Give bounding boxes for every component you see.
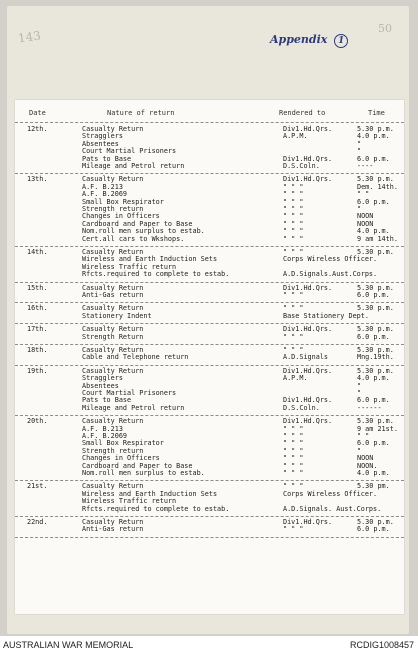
return-name: Wireless Traffic return [82,497,177,506]
date-block [15,246,404,283]
return-time: 4.0 p.m. [357,374,390,383]
rendered-to: " " " [283,468,304,477]
date-block [15,516,404,538]
block-date: 16th. [27,304,48,313]
header-rendered: Rendered to [279,109,326,117]
header-nature: Nature of return [107,109,175,117]
rendered-to: Div1.Hd.Qrs. [283,417,333,426]
return-time: 5.30 p.m. [357,283,394,292]
return-name: Strength Return [82,332,144,341]
rendered-to: " " " [283,190,304,199]
return-name: A.F. B.213 [82,182,123,191]
return-name: Casualty Return [82,325,144,334]
return-name: Court Martial Prisoners [82,388,177,397]
rendered-to: " " " [283,446,304,455]
return-name: Mileage and Petrol return [82,403,185,412]
block-date: 15th. [27,283,48,292]
date-block [15,282,404,304]
block-date: 13th. [27,175,48,184]
return-name: Casualty Return [82,518,144,526]
return-time: 9 am 21st. [357,424,398,433]
rendered-to: " " " [283,227,304,236]
return-time: 4.0 p.m. [357,132,390,141]
block-date: 21st. [27,482,48,491]
return-name: A.F. B.213 [82,424,123,433]
date-block [15,123,404,174]
return-name: A.F. B.2069 [82,431,128,440]
return-time: " [357,381,362,390]
return-name: Cardboard and Paper to Base [82,461,193,470]
return-name: Pats to Base [82,396,132,405]
return-time: 6.0 p.m. [357,396,390,405]
return-name: Court Martial Prisoners [82,147,177,156]
return-time: 6.0 p.m. [357,197,390,206]
return-time: 9 am 14th. [357,234,398,243]
return-name: Wireless Traffic return [82,262,177,271]
rendered-to: " " " [283,304,304,313]
rendered-to: " " " [283,248,304,256]
block-date: 20th. [27,417,48,426]
block-date: 14th. [27,248,48,256]
footer-bar [0,636,418,654]
return-name: Casualty Return [82,248,144,256]
rendered-to: " " " [283,424,304,433]
date-block [15,415,404,481]
return-name: Stationery Indent [82,311,152,320]
return-time: 5.30 pm. [357,482,390,491]
rendered-to: Corps Wireless Officer. [283,255,378,264]
return-name: A.F. B.2069 [82,190,128,199]
return-name: Stragglers [82,374,123,383]
rendered-to: " " " [283,204,304,213]
return-name: Casualty Return [82,283,144,292]
return-name: Wireless and Earth Induction Sets [82,489,218,498]
return-time: NOON. [357,461,378,470]
return-name: Small Box Respirator [82,197,164,206]
date-block [15,344,404,366]
footer-reference: RCDIG1008457 [349,640,414,650]
return-name: Casualty Return [82,175,144,184]
return-time: NOON [357,212,374,221]
rendered-to: " " " [283,439,304,448]
return-name: Nom.roll men surplus to estab. [82,468,205,477]
return-time: 5.30 p.m. [357,304,394,313]
date-block [15,480,404,517]
return-name: Casualty Return [82,304,144,313]
rendered-to: Div1.Hd.Qrs. [283,154,333,163]
appendix-annotation [270,33,348,48]
return-time: ---- [357,162,374,170]
date-block [15,302,404,324]
return-name: Nom.roll men surplus to estab. [82,227,205,236]
return-name: Casualty Return [82,482,144,491]
return-time: 5.30 p.m. [357,125,394,133]
return-name: Stragglers [82,132,123,141]
return-name: Small Box Respirator [82,439,164,448]
return-name: Anti-Gas return [82,525,144,534]
return-name: Mileage and Petrol return [82,162,185,170]
return-name: Casualty Return [82,366,144,375]
return-time: 5.30 p.m. [357,325,394,334]
footer-source: AUSTRALIAN WAR MEMORIAL [3,640,134,650]
return-name: Casualty Return [82,125,144,133]
return-name: Casualty Return [82,417,144,426]
header-time: Time [368,109,385,117]
rendered-to: D.S.Coln. [283,162,320,170]
return-name: Absentees [82,139,119,148]
typed-returns-sheet [15,100,404,614]
block-date: 19th. [27,366,48,375]
rendered-to: " " " [283,431,304,440]
return-time: " [357,446,362,455]
rendered-to: Corps Wireless Officer. [283,489,378,498]
header-date: Date [29,109,46,117]
appendix-number: 1 [334,34,348,48]
return-name: Cardboard and Paper to Base [82,219,193,228]
rendered-to: A.D.Signals [283,353,329,362]
return-time: 6.0 p.m. [357,439,390,448]
return-time: 5.30 p.m. [357,248,394,256]
return-time: 6.0 p.m. [357,525,390,534]
block-date: 12th. [27,125,48,133]
rendered-to: " " " [283,182,304,191]
rendered-to: " " " [283,461,304,470]
return-name: Absentees [82,381,119,390]
return-time: 4.0 p.m. [357,227,390,236]
rendered-to: A.D.Signals. Aust.Corps. [283,504,382,513]
return-time: NOON [357,219,374,228]
return-time: 5.30 p.m. [357,346,394,354]
rendered-to: " " " [283,454,304,463]
date-block [15,323,404,345]
return-time: " " [357,190,370,199]
return-time: 5.30 p.m. [357,518,394,526]
rendered-to: Div1.Hd.Qrs. [283,125,333,133]
return-name: Rfcts.required to complete to estab. [82,270,230,279]
rendered-to: " " " [283,525,304,534]
handwritten-page-number: 143 [17,28,42,46]
return-name: Cable and Telephone return [82,353,189,362]
return-name: Casualty Return [82,346,144,354]
rendered-to: " " " [283,219,304,228]
block-date: 17th. [27,325,48,334]
return-time: " [357,388,362,397]
rendered-to: A.D.Signals.Aust.Corps. [283,270,378,279]
rendered-to: " " " [283,290,304,299]
return-name: Rfcts.required to complete to estab. [82,504,230,513]
return-time: NOON [357,454,374,463]
return-name: Strength return [82,204,144,213]
return-time: " [357,204,362,213]
rendered-to: Div1.Hd.Qrs. [283,175,333,184]
table-header [15,100,404,123]
return-time: 6.0 p.m. [357,332,390,341]
rendered-to: A.P.M. [283,132,308,141]
appendix-label: Appendix [270,33,328,46]
corner-number: 50 [378,22,392,35]
rendered-to: A.P.M. [283,374,308,383]
return-time: Mng.19th. [357,353,394,362]
rendered-to: " " " [283,346,304,354]
return-time: " [357,139,362,148]
return-name: Pats to Base [82,154,132,163]
return-name: Changes in Officers [82,212,160,221]
return-time: " [357,147,362,156]
return-time: ------ [357,403,382,412]
return-time: 5.30 p.m. [357,417,394,426]
return-time: " " [357,431,370,440]
rendered-to: D.S.Coln. [283,403,320,412]
return-time: 5.30 p.m. [357,175,394,184]
return-name: Wireless and Earth Induction Sets [82,255,218,264]
date-block [15,365,404,416]
return-name: Strength return [82,446,144,455]
rendered-to: Div1.Hd.Qrs. [283,396,333,405]
return-name: Cert.all cars to Wkshops. [82,234,185,243]
rendered-to: " " " [283,234,304,243]
rendered-to: " " " [283,197,304,206]
rendered-to: Div1.Hd.Qrs. [283,325,333,334]
return-time: 5.30 p.m. [357,366,394,375]
rendered-to: " " " [283,332,304,341]
return-time: 6.0 p.m. [357,290,390,299]
block-date: 18th. [27,346,48,354]
date-block [15,173,404,247]
return-name: Anti-Gas return [82,290,144,299]
return-time: Dem. 14th. [357,182,398,191]
return-time: 6.0 p.m. [357,154,390,163]
rendered-to: Div1.Hd.Qrs. [283,366,333,375]
block-date: 22nd. [27,518,48,526]
return-name: Changes in Officers [82,454,160,463]
rendered-to: " " " [283,212,304,221]
rendered-to: " " " [283,482,304,491]
rendered-to: Div1.Hd.Qrs. [283,518,333,526]
return-time: 4.0 p.m. [357,468,390,477]
rendered-to: Base Stationery Dept. [283,311,369,320]
rendered-to: Div1.Hd.Qrs. [283,283,333,292]
